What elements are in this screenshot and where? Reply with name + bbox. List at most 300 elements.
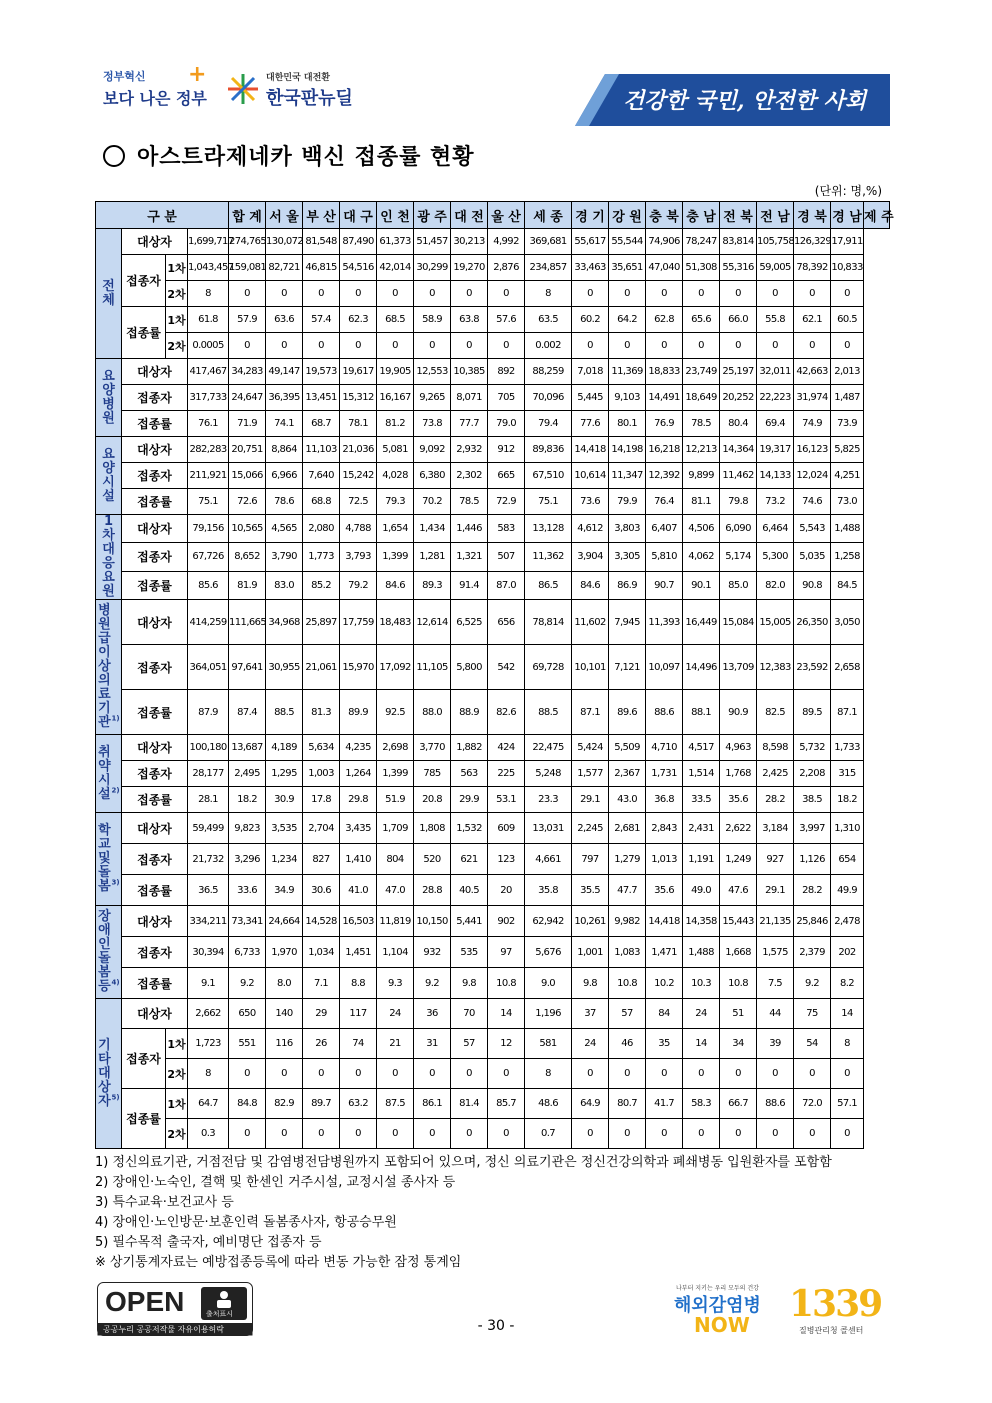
table-cell: 10,150 (414, 906, 451, 937)
table-cell: 23.3 (525, 787, 572, 813)
row-label: 접종자 (122, 937, 188, 968)
table-cell: 30.6 (303, 875, 340, 906)
table-cell: 15,312 (340, 385, 377, 411)
table-cell: 60.5 (831, 307, 864, 333)
table-cell: 0 (451, 333, 488, 359)
logo3-title: 해외감염병 (674, 1295, 761, 1316)
table-row (96, 761, 890, 787)
table-cell: 3,296 (229, 844, 266, 875)
table-cell: 46,815 (303, 255, 340, 281)
table-row (96, 1059, 890, 1089)
table-cell: 88.9 (451, 690, 488, 735)
table-cell: 38.5 (794, 787, 831, 813)
table-cell: 5,634 (303, 735, 340, 761)
table-cell: 81,548 (303, 229, 340, 255)
table-cell: 5,441 (451, 906, 488, 937)
table-cell: 0 (303, 1059, 340, 1089)
group-footnote-ref: 5) (111, 1093, 120, 1102)
table-cell: 5,035 (794, 543, 831, 571)
table-cell: 87.1 (831, 690, 864, 735)
row-label: 접종자 (122, 255, 166, 307)
table-cell: 31 (414, 1029, 451, 1059)
table-cell: 67,726 (188, 543, 229, 571)
table-cell: 90.7 (646, 571, 683, 599)
table-row (96, 787, 890, 813)
table-cell: 3,184 (757, 813, 794, 844)
footnote-line: 5) 필수목적 출국자, 예비명단 접종자 등 (95, 1235, 322, 1250)
table-cell: 0 (414, 1059, 451, 1089)
table-row (96, 1089, 890, 1119)
table-cell: 25,897 (303, 600, 340, 645)
table-cell: 3,770 (414, 735, 451, 761)
government-innovation-logo (103, 62, 208, 114)
table-cell: 26,350 (794, 600, 831, 645)
korean-new-deal-logo (226, 68, 366, 114)
table-cell: 0 (609, 333, 646, 359)
table-cell: 542 (488, 645, 525, 690)
table-cell: 4,661 (525, 844, 572, 875)
table-cell: 1,281 (414, 543, 451, 571)
table-cell: 1,196 (525, 999, 572, 1029)
table-cell: 30,213 (451, 229, 488, 255)
table-cell: 0 (609, 1119, 646, 1149)
table-cell: 11,347 (609, 463, 646, 489)
table-cell: 21,732 (188, 844, 229, 875)
row-sublabel: 1차 (166, 1089, 188, 1119)
table-cell: 1,295 (266, 761, 303, 787)
table-cell: 73.8 (414, 411, 451, 437)
table-cell: 75.1 (188, 489, 229, 515)
table-cell: 12,024 (794, 463, 831, 489)
table-cell: 11,103 (303, 437, 340, 463)
table-cell: 417,467 (188, 359, 229, 385)
group-name: 1차대응요원 (102, 514, 115, 599)
table-cell: 54,516 (340, 255, 377, 281)
table-cell: 86.9 (609, 571, 646, 599)
overseas-infection-now-logo (670, 1283, 775, 1339)
table-cell: 0 (757, 281, 794, 307)
row-label: 대상자 (122, 600, 188, 645)
table-cell: 414,259 (188, 600, 229, 645)
table-cell: 12,392 (646, 463, 683, 489)
table-cell: 19,270 (451, 255, 488, 281)
table-cell: 62,942 (525, 906, 572, 937)
table-cell: 34 (720, 1029, 757, 1059)
table-cell: 14,496 (683, 645, 720, 690)
open-caption: 공공누리 공공저작물 자유이용허락 (103, 1325, 225, 1334)
table-cell: 51.9 (377, 787, 414, 813)
table-cell: 0 (266, 1119, 303, 1149)
table-cell: 89.3 (414, 571, 451, 599)
table-cell: 72.9 (488, 489, 525, 515)
table-cell: 82.0 (757, 571, 794, 599)
table-cell: 369,681 (525, 229, 572, 255)
table-cell: 78.6 (266, 489, 303, 515)
table-cell: 10.8 (488, 968, 525, 999)
table-cell: 81.9 (229, 571, 266, 599)
table-cell: 827 (303, 844, 340, 875)
header-region: 광 주 (414, 202, 451, 229)
footnote-line: 4) 장애인·노인방문·보훈인력 돌봄종사자, 항공승무원 (95, 1215, 397, 1230)
table-cell: 11,602 (572, 600, 609, 645)
table-cell: 90.9 (720, 690, 757, 735)
row-label: 접종률 (122, 307, 166, 359)
table-cell: 62.3 (340, 307, 377, 333)
table-cell: 0 (303, 333, 340, 359)
table-cell: 9,899 (683, 463, 720, 489)
table-cell: 2,622 (720, 813, 757, 844)
table-cell: 33.5 (683, 787, 720, 813)
table-cell: 0 (414, 1119, 451, 1149)
table-cell: 73.0 (831, 489, 864, 515)
table-cell: 4,710 (646, 735, 683, 761)
table-header-row (96, 202, 890, 229)
table-cell: 5,509 (609, 735, 646, 761)
table-cell: 32,011 (757, 359, 794, 385)
table-cell: 70,096 (525, 385, 572, 411)
header-region: 인 천 (377, 202, 414, 229)
table-cell: 10.8 (720, 968, 757, 999)
table-cell: 902 (488, 906, 525, 937)
table-cell: 0 (229, 281, 266, 307)
table-cell: 0 (266, 281, 303, 307)
table-cell: 34,283 (229, 359, 266, 385)
footnote-line: 1) 정신의료기관, 거점전담 및 감염병전담병원까지 포함되어 있으며, 정신 의료기관은 정신건강의학과 폐쇄병동 입원환자를 포함함 (95, 1155, 832, 1170)
table-cell: 4,612 (572, 515, 609, 543)
group-label (96, 359, 122, 437)
table-cell: 73,341 (229, 906, 266, 937)
table-cell: 3,793 (340, 543, 377, 571)
table-cell: 1,399 (377, 761, 414, 787)
table-cell: 10,101 (572, 645, 609, 690)
table-cell: 81.3 (303, 690, 340, 735)
table-cell: 18,833 (646, 359, 683, 385)
row-label: 접종자 (122, 645, 188, 690)
table-cell: 5,543 (794, 515, 831, 543)
table-cell: 8,864 (266, 437, 303, 463)
table-cell: 90.8 (794, 571, 831, 599)
table-cell: 91.4 (451, 571, 488, 599)
table-cell: 35.6 (646, 875, 683, 906)
logo3-caption: 나부터 지키는 우리 모두의 건강 (676, 1285, 759, 1292)
logo2-title: 한국판뉴딜 (266, 88, 353, 109)
table-cell: 61,373 (377, 229, 414, 255)
footnote-line: 3) 특수교육·보건교사 등 (95, 1195, 234, 1210)
row-sublabel: 1차 (166, 1029, 188, 1059)
table-row (96, 813, 890, 844)
table-cell: 282,283 (188, 437, 229, 463)
table-cell: 1,013 (646, 844, 683, 875)
table-cell: 70 (451, 999, 488, 1029)
table-cell: 31,974 (794, 385, 831, 411)
table-cell: 12,614 (414, 600, 451, 645)
table-cell: 90.1 (683, 571, 720, 599)
table-cell: 63.5 (525, 307, 572, 333)
table-cell: 0 (646, 281, 683, 307)
table-cell: 2,080 (303, 515, 340, 543)
group-footnote-ref: 1) (111, 714, 120, 723)
table-cell: 89,836 (525, 437, 572, 463)
table-cell: 77.6 (572, 411, 609, 437)
table-cell: 23,749 (683, 359, 720, 385)
table-cell: 9.2 (229, 968, 266, 999)
row-label: 접종자 (122, 761, 188, 787)
table-cell: 35.5 (572, 875, 609, 906)
table-cell: 74.9 (794, 411, 831, 437)
table-cell: 1,451 (340, 937, 377, 968)
table-cell: 92.5 (377, 690, 414, 735)
table-cell: 29 (303, 999, 340, 1029)
table-cell: 0 (377, 1059, 414, 1089)
footnote-line: 2) 장애인·노숙인, 결핵 및 한센인 거주시설, 교정시설 종사자 등 (95, 1175, 456, 1190)
table-cell: 10,833 (831, 255, 864, 281)
table-cell: 1,488 (683, 937, 720, 968)
table-cell: 78.5 (451, 489, 488, 515)
table-cell: 1,264 (340, 761, 377, 787)
table-row (96, 307, 890, 333)
table-cell: 11,369 (609, 359, 646, 385)
table-cell: 88.5 (525, 690, 572, 735)
table-cell: 932 (414, 937, 451, 968)
table-cell: 0 (488, 333, 525, 359)
table-cell: 88.1 (683, 690, 720, 735)
table-row (96, 255, 890, 281)
table-cell: 46 (609, 1029, 646, 1059)
table-cell: 33.6 (229, 875, 266, 906)
table-cell: 89.7 (303, 1089, 340, 1119)
table-cell: 9.1 (188, 968, 229, 999)
table-cell: 16,123 (794, 437, 831, 463)
table-cell: 6,407 (646, 515, 683, 543)
table-cell: 11,819 (377, 906, 414, 937)
table-cell: 16,503 (340, 906, 377, 937)
row-label: 대상자 (122, 735, 188, 761)
table-cell: 0 (757, 1059, 794, 1089)
table-cell: 34.9 (266, 875, 303, 906)
table-cell: 9.2 (414, 968, 451, 999)
table-cell: 4,992 (488, 229, 525, 255)
group-footnote-ref: 2) (111, 786, 120, 795)
table-cell: 563 (451, 761, 488, 787)
table-cell: 2,681 (609, 813, 646, 844)
table-cell: 15,084 (720, 600, 757, 645)
table-cell: 0 (488, 281, 525, 307)
table-cell: 87.9 (188, 690, 229, 735)
table-cell: 8 (188, 1059, 229, 1089)
table-cell: 116 (266, 1029, 303, 1059)
table-cell: 83,814 (720, 229, 757, 255)
table-cell: 63.6 (266, 307, 303, 333)
table-cell: 0 (831, 1059, 864, 1089)
table-cell: 0 (794, 281, 831, 307)
table-cell: 89.6 (609, 690, 646, 735)
header-region: 강 원 (609, 202, 646, 229)
table-cell: 22,223 (757, 385, 794, 411)
table-cell: 5,081 (377, 437, 414, 463)
table-cell: 74 (340, 1029, 377, 1059)
table-cell: 785 (414, 761, 451, 787)
table-cell: 20 (488, 875, 525, 906)
table-cell: 3,435 (340, 813, 377, 844)
table-cell: 16,167 (377, 385, 414, 411)
table-cell: 42,014 (377, 255, 414, 281)
table-cell: 609 (488, 813, 525, 844)
table-cell: 71.9 (229, 411, 266, 437)
logo3-now: NOW (694, 1313, 750, 1337)
table-cell: 58.9 (414, 307, 451, 333)
footnotes (95, 1153, 832, 1273)
group-label (96, 735, 122, 813)
table-cell: 64.2 (609, 307, 646, 333)
table-cell: 1,970 (266, 937, 303, 968)
header-region: 부 산 (303, 202, 340, 229)
table-cell: 2,425 (757, 761, 794, 787)
table-cell: 0.002 (525, 333, 572, 359)
table-cell: 29.9 (451, 787, 488, 813)
table-cell: 665 (488, 463, 525, 489)
table-cell: 650 (229, 999, 266, 1029)
table-cell: 0 (683, 1059, 720, 1089)
table-cell: 54 (794, 1029, 831, 1059)
table-cell: 19,617 (340, 359, 377, 385)
banner-slogan: 건강한 국민, 안전한 사회 (623, 88, 867, 114)
table-cell: 80.1 (609, 411, 646, 437)
table-cell: 42,663 (794, 359, 831, 385)
table-cell: 59,499 (188, 813, 229, 844)
new-deal-mark-icon (226, 72, 260, 106)
row-sublabel: 2차 (166, 333, 188, 359)
table-cell: 4,189 (266, 735, 303, 761)
table-cell: 912 (488, 437, 525, 463)
table-cell: 75.1 (525, 489, 572, 515)
table-cell: 41.0 (340, 875, 377, 906)
table-cell: 334,211 (188, 906, 229, 937)
table-cell: 797 (572, 844, 609, 875)
header-region: 합 계 (229, 202, 266, 229)
table-cell: 73.6 (572, 489, 609, 515)
table-row (96, 690, 890, 735)
table-cell: 24,647 (229, 385, 266, 411)
table-cell: 61.8 (188, 307, 229, 333)
table-cell: 105,758 (757, 229, 794, 255)
table-cell: 35.6 (720, 787, 757, 813)
table-cell: 2,843 (646, 813, 683, 844)
table-cell: 1,043,457 (188, 255, 229, 281)
table-cell: 72.5 (340, 489, 377, 515)
table-cell: 8.8 (340, 968, 377, 999)
table-cell: 4,963 (720, 735, 757, 761)
table-cell: 51,457 (414, 229, 451, 255)
table-cell: 73.2 (757, 489, 794, 515)
table-row (96, 489, 890, 515)
table-cell: 29.1 (757, 875, 794, 906)
table-cell: 87.1 (572, 690, 609, 735)
table-cell: 274,765 (229, 229, 266, 255)
table-cell: 47.6 (720, 875, 757, 906)
header-region: 세 종 (525, 202, 572, 229)
table-cell: 17,759 (340, 600, 377, 645)
table-cell: 5,676 (525, 937, 572, 968)
group-name: 취약시설 (98, 744, 111, 802)
table-cell: 9.8 (572, 968, 609, 999)
header-region: 충 북 (646, 202, 683, 229)
table-cell: 14 (683, 1029, 720, 1059)
table-cell: 47.7 (609, 875, 646, 906)
table-cell: 64.7 (188, 1089, 229, 1119)
table-cell: 14,418 (572, 437, 609, 463)
table-cell: 19,317 (757, 437, 794, 463)
table-cell: 51 (720, 999, 757, 1029)
group-name: 학교및돌봄 (98, 823, 111, 894)
table-cell: 13,128 (525, 515, 572, 543)
table-cell: 72.0 (794, 1089, 831, 1119)
table-cell: 1,126 (794, 844, 831, 875)
table-cell: 3,050 (831, 600, 864, 645)
table-cell: 68.5 (377, 307, 414, 333)
table-cell: 85.6 (188, 571, 229, 599)
header-region: 대 구 (340, 202, 377, 229)
row-label: 대상자 (122, 813, 188, 844)
bullet-circle-icon (103, 145, 125, 167)
header-region: 경 기 (572, 202, 609, 229)
table-cell: 424 (488, 735, 525, 761)
table-cell: 14 (488, 999, 525, 1029)
table-cell: 41.7 (646, 1089, 683, 1119)
table-cell: 28.8 (414, 875, 451, 906)
group-name: 전체 (102, 278, 115, 308)
table-row (96, 999, 890, 1029)
table-cell: 5,424 (572, 735, 609, 761)
table-cell: 0 (572, 1119, 609, 1149)
table-cell: 0 (266, 1059, 303, 1089)
table-cell: 1,258 (831, 543, 864, 571)
table-cell: 88.6 (757, 1089, 794, 1119)
table-cell: 28.2 (757, 787, 794, 813)
table-row (96, 229, 890, 255)
table-cell: 66.0 (720, 307, 757, 333)
table-cell: 64.9 (572, 1089, 609, 1119)
table-cell: 7,121 (609, 645, 646, 690)
table-cell: 8 (525, 281, 572, 307)
table-cell: 86.1 (414, 1089, 451, 1119)
group-label (96, 515, 122, 600)
table-cell: 8 (525, 1059, 572, 1089)
table-cell: 1,399 (377, 543, 414, 571)
table-cell: 16,449 (683, 600, 720, 645)
table-cell: 0 (572, 281, 609, 307)
table-cell: 507 (488, 543, 525, 571)
table-cell: 24 (377, 999, 414, 1029)
header-region: 전 북 (720, 202, 757, 229)
table-cell: 24 (683, 999, 720, 1029)
table-cell: 62.8 (646, 307, 683, 333)
table-cell: 12,213 (683, 437, 720, 463)
table-cell: 11,362 (525, 543, 572, 571)
table-cell: 621 (451, 844, 488, 875)
table-cell: 3,790 (266, 543, 303, 571)
row-sublabel: 2차 (166, 1119, 188, 1149)
table-cell: 2,245 (572, 813, 609, 844)
table-cell: 8.0 (266, 968, 303, 999)
table-cell: 10,565 (229, 515, 266, 543)
table-cell: 49.9 (831, 875, 864, 906)
open-wordmark: OPEN (105, 1286, 185, 1317)
table-cell: 15,066 (229, 463, 266, 489)
table-cell: 7.5 (757, 968, 794, 999)
table-cell: 55.8 (757, 307, 794, 333)
table-cell: 656 (488, 600, 525, 645)
table-cell: 202 (831, 937, 864, 968)
